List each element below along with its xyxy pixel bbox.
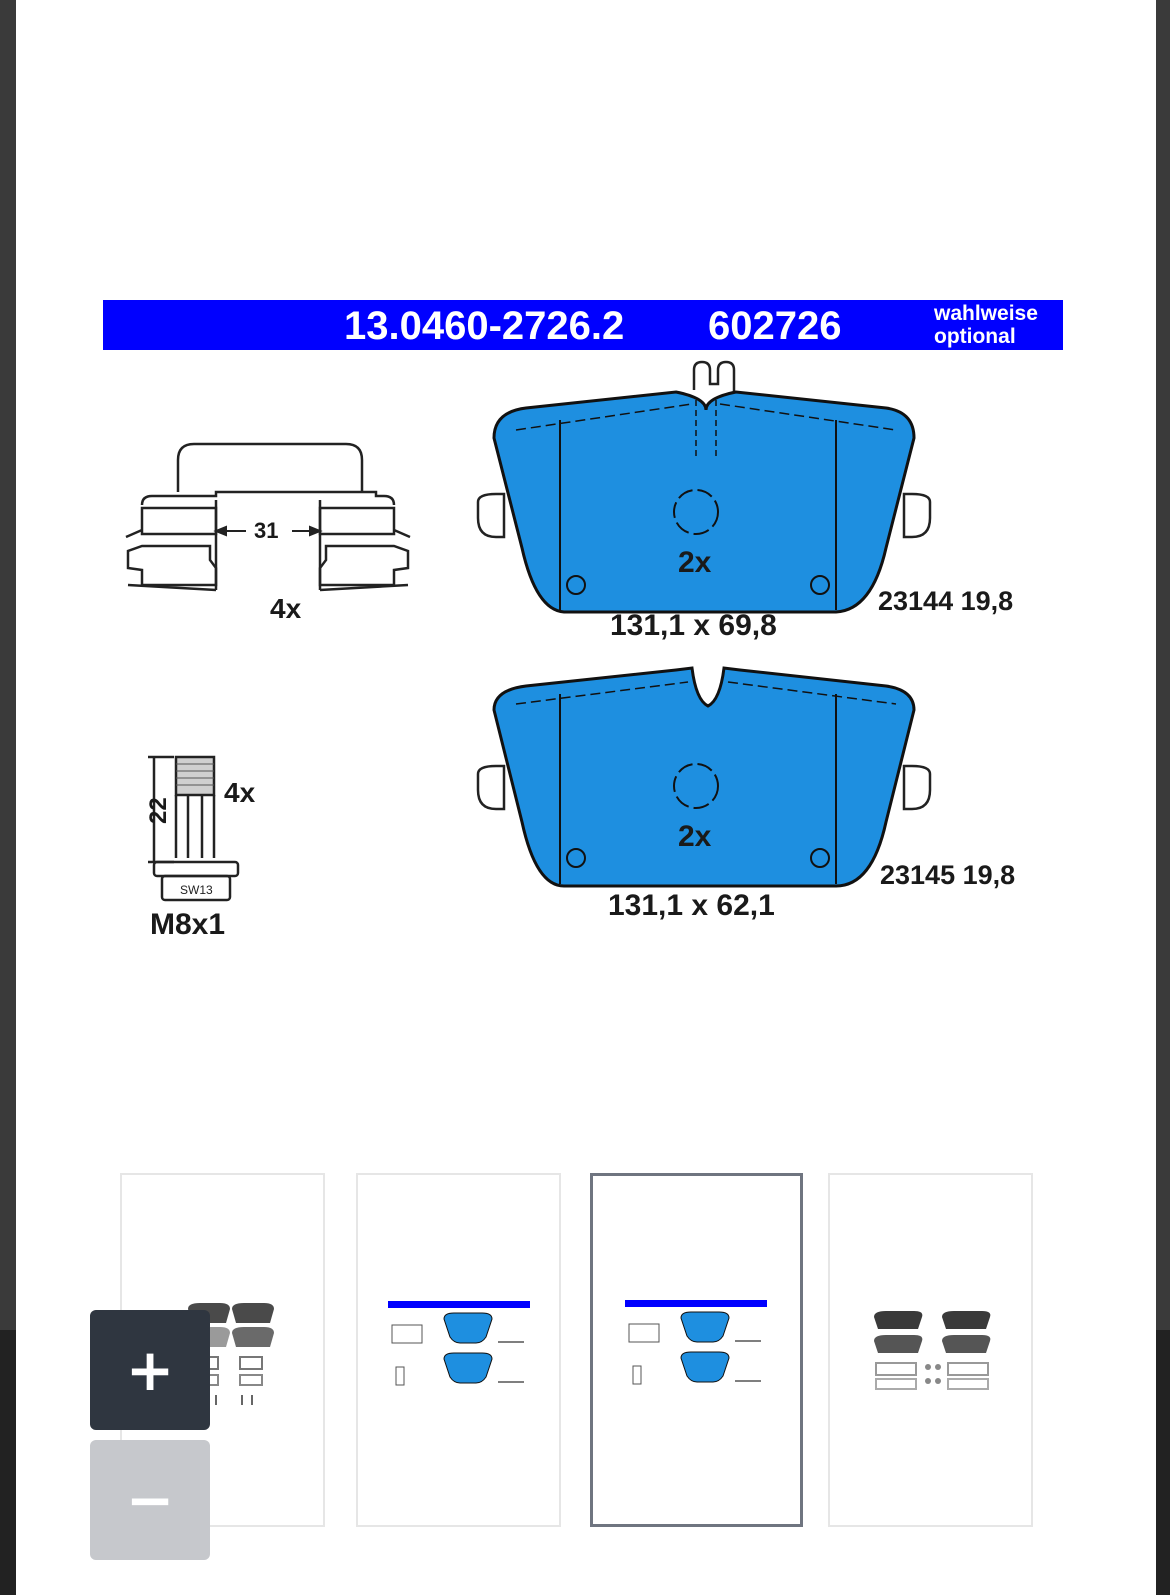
bolt-quantity: 4x <box>224 777 256 808</box>
thumbnail-kit-photo-image <box>874 1311 990 1389</box>
reference-number: 602726 <box>708 304 842 348</box>
bolt-wrench-size: SW13 <box>180 883 213 897</box>
thumbnail-photo-kit[interactable] <box>828 1173 1033 1527</box>
pad-upper-dimensions: 131,1 x 69,8 <box>610 609 777 642</box>
thumbnail-drawing-image <box>388 1301 530 1385</box>
product-gallery <box>16 0 1156 1595</box>
clip-quantity: 4x <box>270 593 302 624</box>
pad-lower-drawing <box>478 668 930 886</box>
bolt-length: 22 <box>145 797 172 824</box>
pad-upper-wva-thickness: 23144 19,8 <box>878 586 1014 616</box>
thumbnail-drawing-selected[interactable] <box>590 1173 803 1527</box>
optional-label-de: wahlweise <box>934 302 1038 325</box>
main-product-image[interactable] <box>16 0 1156 1120</box>
article-number: 13.0460-2726.2 <box>344 304 625 348</box>
thumbnail-drawing[interactable] <box>356 1173 561 1527</box>
pad-lower-quantity: 2x <box>678 820 712 853</box>
pad-lower-wva-thickness: 23145 19,8 <box>880 860 1016 890</box>
zoom-in-button[interactable] <box>90 1310 210 1430</box>
minus-icon: − <box>125 1466 175 1534</box>
thumbnail-drawing-selected-image <box>625 1300 767 1384</box>
pad-lower-dimensions: 131,1 x 62,1 <box>608 889 775 922</box>
pad-upper-quantity: 2x <box>678 546 712 579</box>
optional-label-en: optional <box>934 325 1016 348</box>
bolt-thread: M8x1 <box>150 908 226 941</box>
plus-icon: + <box>125 1336 175 1404</box>
clip-drawing <box>126 444 410 590</box>
clip-dimension-value: 31 <box>254 518 279 543</box>
zoom-out-button[interactable] <box>90 1440 210 1560</box>
